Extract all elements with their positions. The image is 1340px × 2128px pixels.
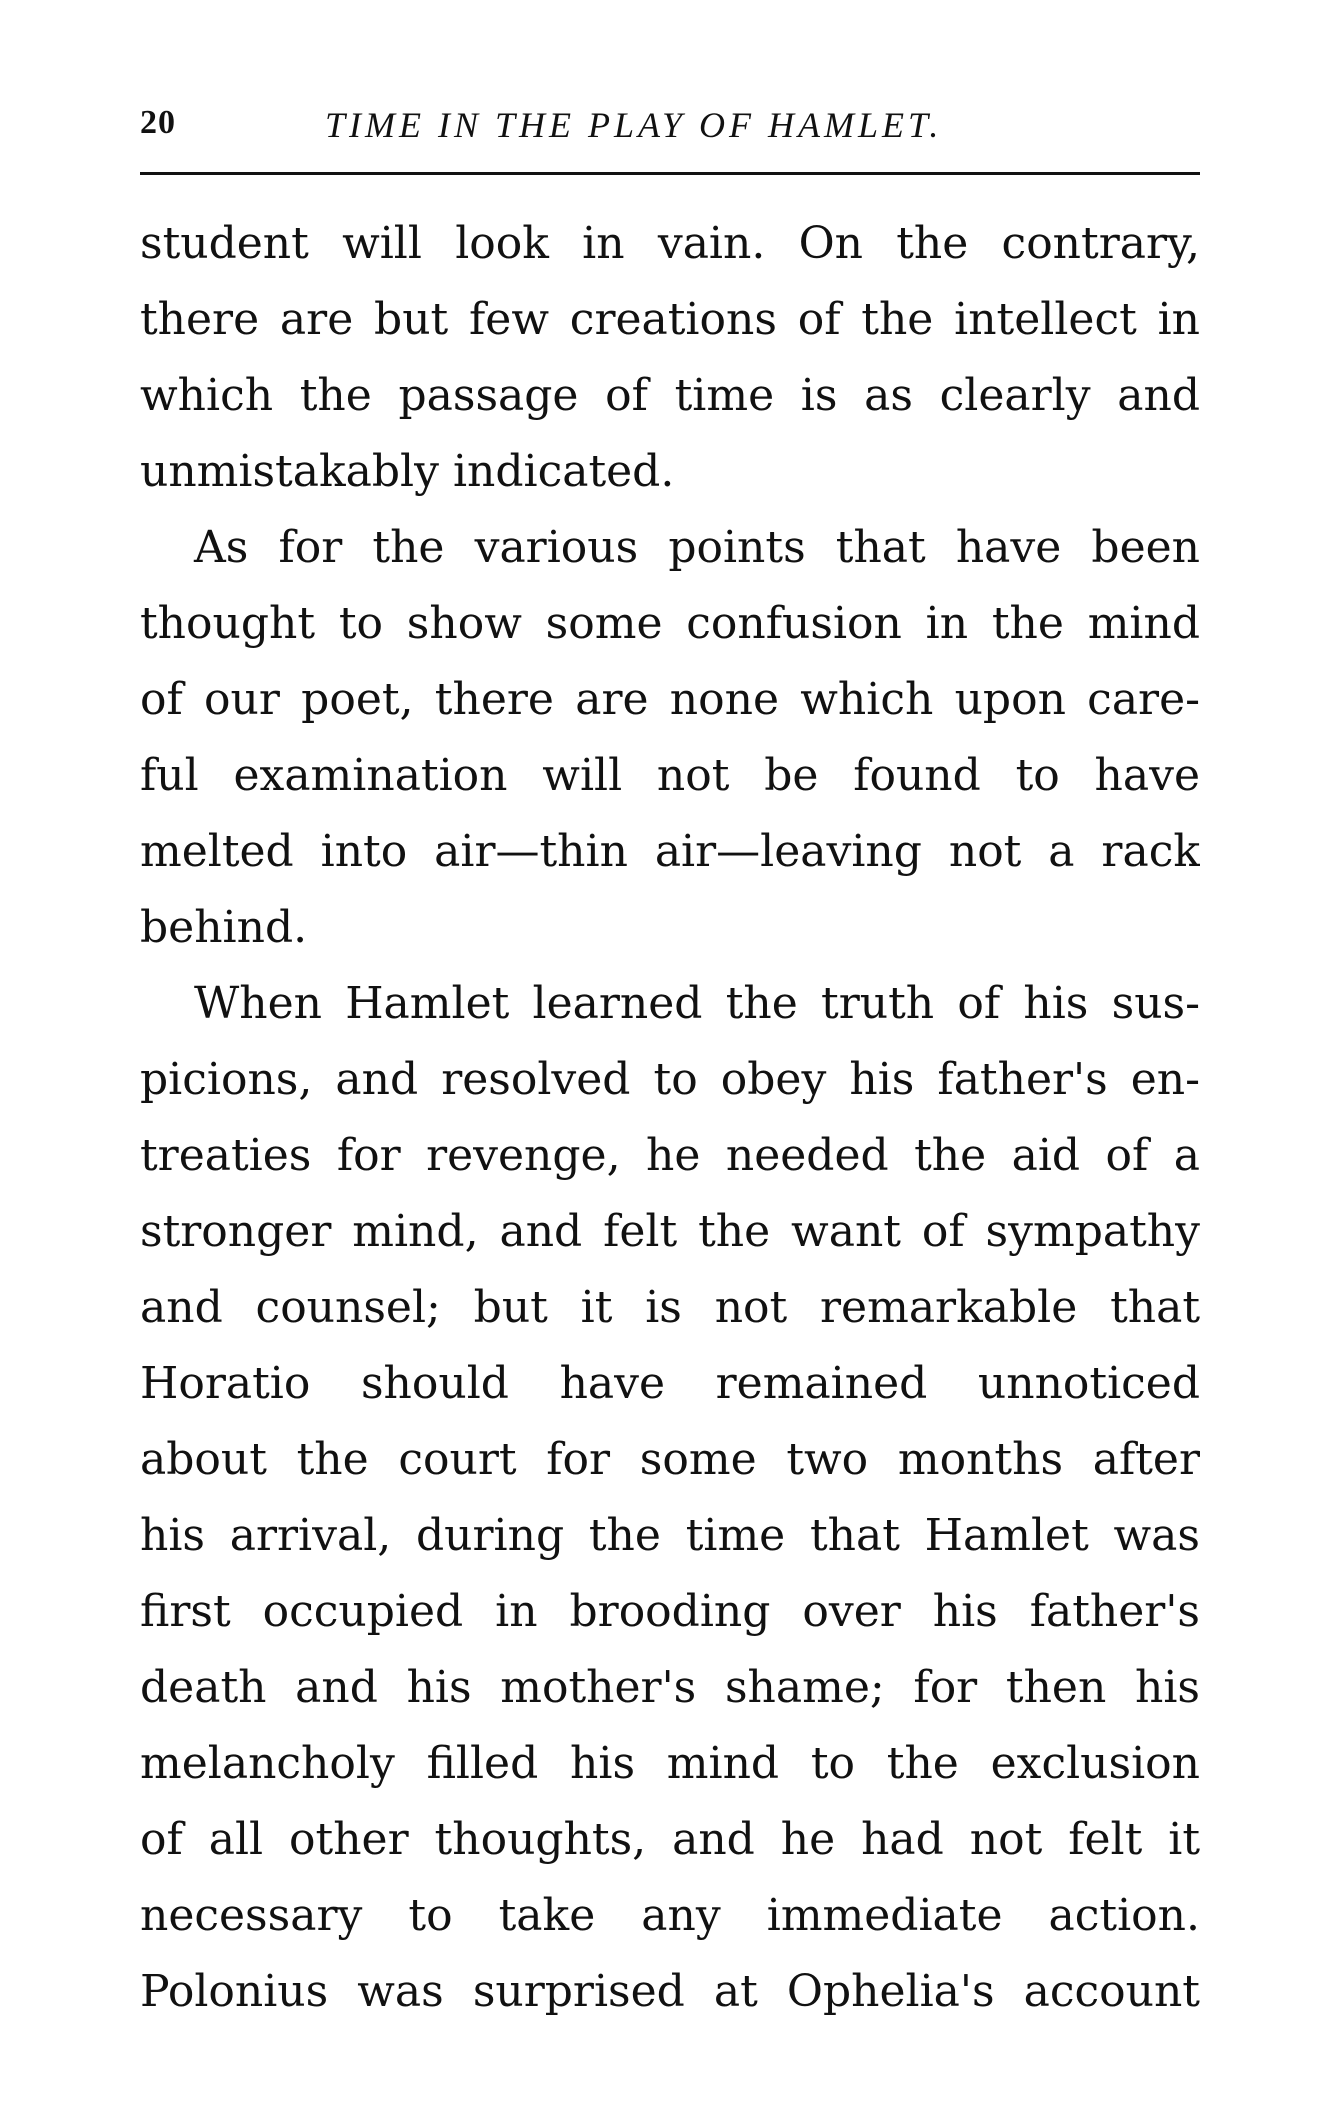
- text-line: student will look in vain. On the contrary,: [140, 218, 1200, 269]
- running-head: TIME IN THE PLAY OF HAMLET.: [325, 105, 943, 145]
- text-line: his arrival, during the time that Hamlet was: [140, 1510, 1200, 1561]
- text-line: there are but few creations of the intellect in: [140, 294, 1200, 345]
- text-line: necessary to take any immediate action.: [140, 1890, 1200, 1941]
- text-line: melted into air—thin air—leaving not a rack: [140, 826, 1200, 877]
- body-text: [140, 206, 1200, 2030]
- page-number: 20: [140, 104, 176, 141]
- text-line: death and his mother's shame; for then his: [140, 1662, 1200, 1713]
- text-line: first occupied in brooding over his father's: [140, 1586, 1200, 1637]
- text-line: which the passage of time is as clearly and: [140, 370, 1200, 421]
- text-line: and counsel; but it is not remarkable that: [140, 1282, 1200, 1333]
- text-line: thought to show some confusion in the mind: [140, 598, 1200, 649]
- text-line: about the court for some two months after: [140, 1434, 1200, 1485]
- text-line: treaties for revenge, he needed the aid of a: [140, 1130, 1200, 1181]
- text-line: stronger mind, and felt the want of sympathy: [140, 1206, 1200, 1257]
- text-line: behind.: [140, 902, 308, 953]
- text-line: of our poet, there are none which upon care-: [140, 674, 1200, 725]
- header-rule: [140, 172, 1200, 175]
- text-line: melancholy filled his mind to the exclusion: [140, 1738, 1200, 1789]
- text-line: unmistakably indicated.: [140, 446, 675, 497]
- text-line: picions, and resolved to obey his father's en-: [140, 1054, 1200, 1105]
- text-line: As for the various points that have been: [194, 522, 1200, 573]
- text-line: of all other thoughts, and he had not felt it: [140, 1814, 1200, 1865]
- text-line: ful examination will not be found to have: [140, 750, 1200, 801]
- text-line: When Hamlet learned the truth of his sus-: [194, 978, 1200, 1029]
- text-line: Polonius was surprised at Ophelia's account: [140, 1966, 1200, 2017]
- page-header: [140, 104, 1200, 164]
- text-line: Horatio should have remained unnoticed: [140, 1358, 1200, 1409]
